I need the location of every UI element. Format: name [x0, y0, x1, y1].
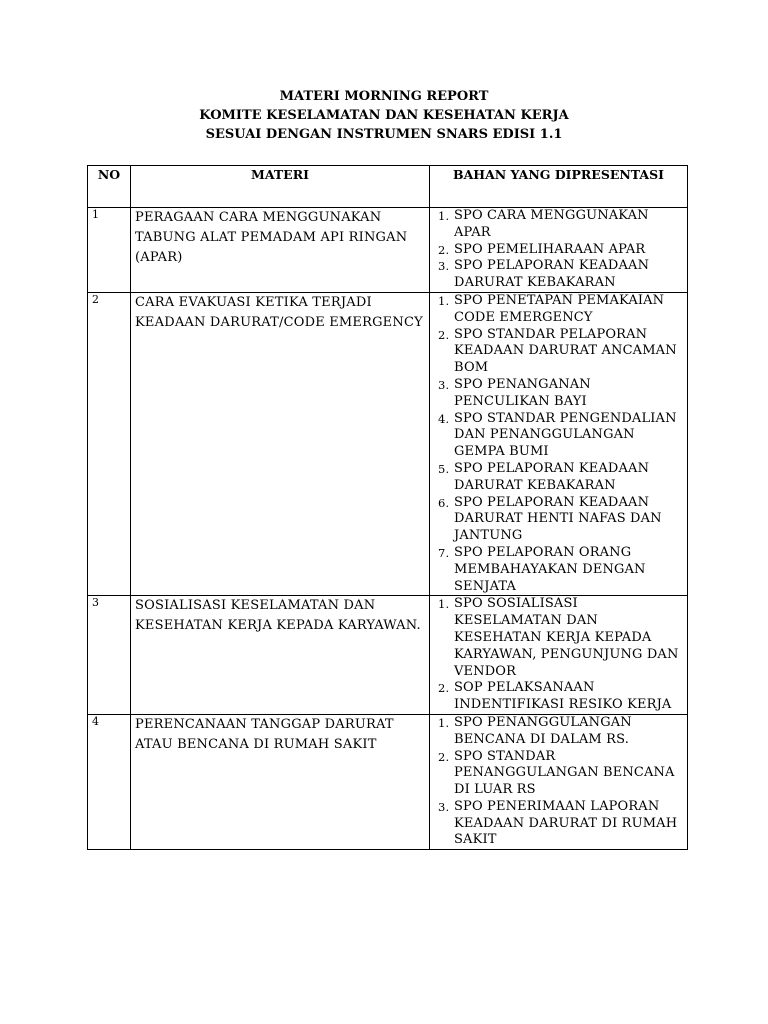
- list-item: [434, 799, 683, 849]
- list-item: [434, 545, 683, 595]
- bahan-list: [434, 208, 683, 292]
- list-item: [434, 258, 683, 292]
- list-item: [434, 749, 683, 799]
- list-item-text: SPO STANDAR PENGENDALIAN DAN PENANGGULANGAN GEMPA BUMI: [454, 410, 677, 460]
- list-item-number: 1.: [438, 209, 450, 223]
- title-line-3: SESUAI DENGAN INSTRUMEN SNARS EDISI 1.1: [205, 127, 563, 142]
- list-item-number: 2.: [438, 681, 450, 696]
- list-item-number: 2.: [438, 749, 450, 764]
- list-item-number: 6.: [438, 495, 450, 510]
- list-item-number: 1.: [438, 715, 450, 730]
- row-materi: CARA EVAKUASI KETIKA TERJADI KEADAAN DARURAT/CODE EMERGENCY: [131, 292, 430, 595]
- list-item-text: SPO PEMELIHARAAN APAR: [454, 241, 646, 257]
- list-item-number: 7.: [438, 545, 450, 560]
- list-item: [434, 495, 683, 545]
- list-item-text: SPO PELAPORAN KEADAAN DARURAT KEBAKARAN: [454, 258, 650, 291]
- document-title: [0, 87, 768, 144]
- list-item-number: 2.: [438, 327, 450, 342]
- header-no: NO: [88, 166, 131, 208]
- list-item-text: SOP PELAKSANAAN INDENTIFIKASI RESIKO KERJA: [454, 680, 672, 713]
- list-item: [434, 327, 683, 377]
- title-line-1: MATERI MORNING REPORT: [279, 89, 489, 104]
- row-number: 4: [88, 714, 131, 849]
- list-item-text: SPO PELAPORAN KEADAAN DARURAT HENTI NAFAS DAN JANTUNG: [454, 494, 662, 544]
- bahan-list: [434, 715, 683, 849]
- row-number: 2: [88, 292, 131, 595]
- list-item-number: 3.: [438, 377, 450, 392]
- list-item-text: SPO SOSIALISASI KESELAMATAN DAN KESEHATAN KERJA KEPADA KARYAWAN, PENGUNJUNG DAN VENDOR: [454, 596, 679, 679]
- list-item-number: 5.: [438, 461, 450, 476]
- materi-table: [87, 165, 688, 850]
- list-item-text: SPO PENERIMAAN LAPORAN KEADAAN DARURAT DI RUMAH SAKIT: [454, 798, 678, 848]
- list-item-text: SPO STANDAR PELAPORAN KEADAAN DARURAT ANCAMAN BOM: [454, 326, 677, 376]
- list-item-number: 1.: [438, 293, 450, 308]
- list-item: [434, 596, 683, 680]
- list-item-text: SPO PENANGGULANGAN BENCANA DI DALAM RS.: [454, 714, 632, 747]
- list-item-number: 3.: [438, 799, 450, 814]
- list-item-text: SPO PELAPORAN ORANG MEMBAHAYAKAN DENGAN SENJATA: [454, 544, 646, 594]
- list-item-text: SPO PENANGANAN PENCULIKAN BAYI: [454, 376, 591, 409]
- table-row: [88, 292, 688, 595]
- list-item-number: 4.: [438, 411, 450, 426]
- bahan-list: [434, 293, 683, 595]
- table-body: [88, 208, 688, 850]
- list-item-text: SPO STANDAR PENANGGULANGAN BENCANA DI LUAR RS: [454, 748, 675, 798]
- title-line-2: KOMITE KESELAMATAN DAN KESEHATAN KERJA: [199, 108, 569, 123]
- list-item-number: 1.: [438, 597, 450, 612]
- row-bahan: [430, 596, 688, 715]
- row-bahan: [430, 714, 688, 849]
- row-materi: SOSIALISASI KESELAMATAN DAN KESEHATAN KERJA KEPADA KARYAWAN.: [131, 596, 430, 715]
- table-header-row: [88, 166, 688, 208]
- list-item: [434, 715, 683, 749]
- list-item: [434, 680, 683, 714]
- list-item: [434, 293, 683, 327]
- list-item: [434, 208, 683, 242]
- list-item-text: SPO PENETAPAN PEMAKAIAN CODE EMERGENCY: [454, 292, 665, 325]
- row-materi: PERAGAAN CARA MENGGUNAKAN TABUNG ALAT PEMADAM API RINGAN (APAR): [131, 208, 430, 293]
- list-item: [434, 242, 683, 259]
- list-item-number: 3.: [438, 259, 450, 274]
- bahan-list: [434, 596, 683, 714]
- row-number: 1: [88, 208, 131, 293]
- row-bahan: [430, 292, 688, 595]
- table-row: [88, 596, 688, 715]
- list-item: [434, 411, 683, 461]
- list-item-text: SPO CARA MENGGUNAKAN APAR: [454, 208, 649, 240]
- list-item-text: SPO PELAPORAN KEADAAN DARURAT KEBAKARAN: [454, 460, 650, 493]
- row-materi: PERENCANAAN TANGGAP DARURAT ATAU BENCANA DI RUMAH SAKIT: [131, 714, 430, 849]
- header-bahan: BAHAN YANG DIPRESENTASI: [430, 166, 688, 208]
- list-item: [434, 461, 683, 495]
- row-number: 3: [88, 596, 131, 715]
- list-item: [434, 377, 683, 411]
- list-item-number: 2.: [438, 242, 450, 257]
- row-bahan: [430, 208, 688, 293]
- table-row: [88, 208, 688, 293]
- header-materi: MATERI: [131, 166, 430, 208]
- table-row: [88, 714, 688, 849]
